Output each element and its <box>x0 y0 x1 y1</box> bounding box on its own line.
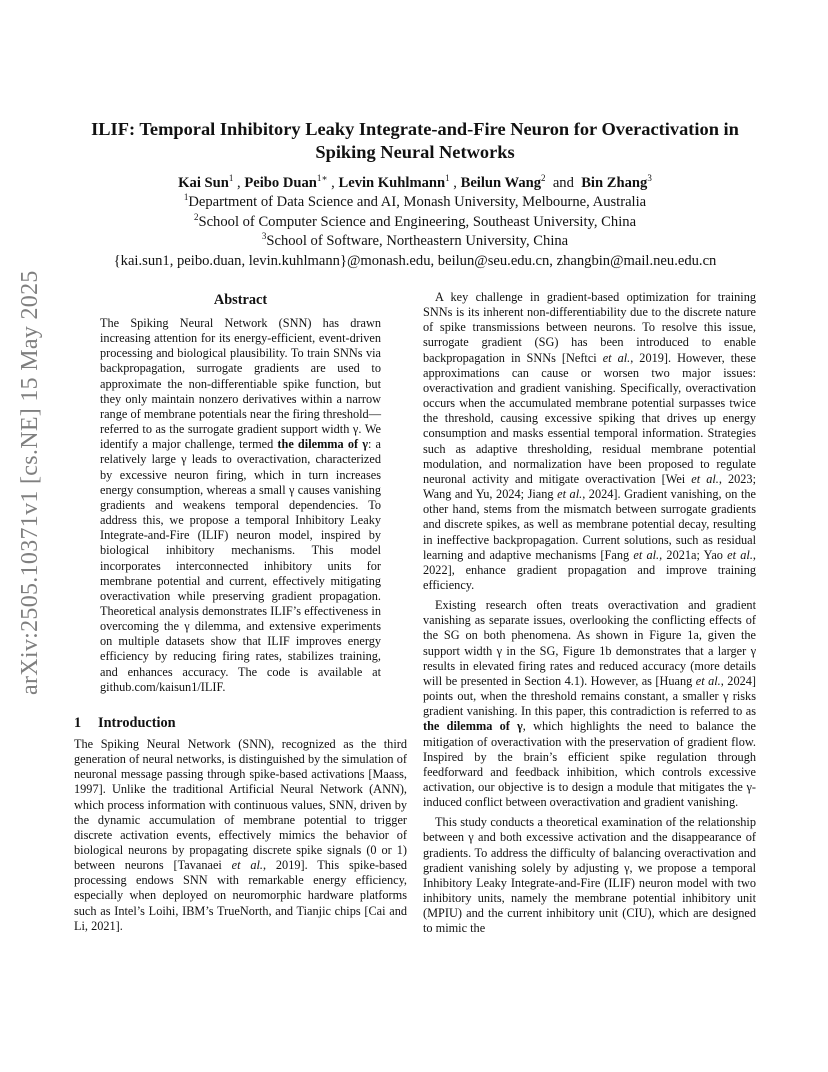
author-name: Beilun Wang <box>460 175 542 191</box>
affiliation-sup: 3 <box>261 231 267 241</box>
paragraph: This study conducts a theoretical examination of the relationship between γ and both excessive activation and the disappearance of gradients. To address the difficulty of balancing overactivation and gradient vanishing solely by adjusting γ, we propose a temporal Inhibitory Leaky Integrate-and-Fire (ILIF) neuron model with two inhibitory units, namely the membrane potential inhibitory unit (MPIU) and the current inhibitory unit (CIU), which are designed to mimic the <box>423 815 756 936</box>
affiliation-text: School of Software, Northeastern University, China <box>266 233 569 249</box>
author-and: and <box>552 175 574 191</box>
author-name: Peibo Duan <box>244 175 317 191</box>
author-sup: 3 <box>647 173 652 183</box>
author-list: Kai Sun$^1$ , Peibo Duan$^{1∗}$ , Levin Kuhlmann$^1$ , Beilun Wang$^2$ and Bin Zhang$^3$ <box>178 173 652 191</box>
bold-term: the dilemma of γ <box>423 719 523 734</box>
paragraph: The Spiking Neural Network (SNN), recognized as the third generation of neural networks, is distinguished by the simulation of neuronal message passing through spike-based activations [Maass, 1997]. Unlike the traditional Artificial Neural Network (ANN), which process information with continuous values, SNN, driven by the dynamic accumulation of membrane potential to trigger discrete activation events, effectively mimics the behavior of biological neurons by propagating discrete spike signals (0 or 1) between neurons [Tavanaei et al., 2019]. This spike-based processing endows SNN with remarkable energy efficiency, especially when deployed on neuromorphic hardware platforms such as Intel’s Loihi, IBM’s TrueNorth, and Tianjic chips [Cai and Li, 2021]. <box>74 736 408 933</box>
affiliation-sup: 2 <box>193 212 199 222</box>
author-name: Bin Zhang <box>581 175 648 191</box>
paper-title: ILIF: Temporal Inhibitory Leaky Integrate-and-Fire Neuron for Overactivation in Spiking Neural Networks <box>91 119 739 162</box>
author-sup: 1 <box>445 173 450 183</box>
author-sup: 1 <box>228 173 234 183</box>
affiliation <box>60 232 770 251</box>
affiliation-sup: 1 <box>183 192 189 202</box>
affiliation <box>60 193 770 212</box>
right-column <box>423 290 756 937</box>
bold-term: the dilemma of γ <box>277 437 368 452</box>
arxiv-identifier: arXiv:2505.10371v1 [cs.NE] 15 May 2025 <box>17 270 43 695</box>
section-number: 1 <box>74 714 82 731</box>
paragraph: A key challenge in gradient-based optimization for training SNNs is its inherent non-differentiability due to the discrete nature of spike transmissions between neurons. To resolve this issue, surrogate gradient (SG) has been introduced to enable backpropagation in SNNs [Neftci et al., 2019]. However, these approximations can cause or worsen two major issues: overactivation and gradient vanishing. Specifically, overactivation occurs when the accumulated membrane potential surpasses twice the threshold, causing excessive spiking that drives up energy consumption and masks essential temporal information. Strategies such as adaptive thresholding, residual membrane potential modulation, and normalization have been proposed to regulate neuronal activity and mitigate overactivation [Wei et al., 2023; Wang and Yu, 2024; Jiang et al., 2024]. Gradient vanishing, on the other hand, stems from the mismatch between surrogate gradients and discrete spikes, as well as membrane potential decay, resulting in ineffective backpropagation. Current solutions, such as residual learning and adaptive mechanisms [Fang et al., 2021a; Yao et al., 2022], enhance gradient propagation and improve training efficiency. <box>423 290 756 592</box>
affiliation-text: Department of Data Science and AI, Monash University, Melbourne, Australia <box>188 194 647 210</box>
abstract-heading: Abstract <box>213 292 268 308</box>
author-name: Kai Sun <box>178 175 229 191</box>
email-list: {kai.sun1, peibo.duan, levin.kuhlmann}@monash.edu, beilun@seu.edu.cn, zhangbin@mail.neu.edu.cn <box>113 253 717 269</box>
section-heading-introduction <box>74 714 407 732</box>
section-title: Introduction <box>98 714 176 731</box>
affiliation <box>60 213 770 232</box>
abstract-body: The Spiking Neural Network (SNN) has drawn increasing attention for its energy-efficient, event-driven processing and biological plausibility. To train SNNs via backpropagation, surrogate gradients are used to approximate the non-differentiable spike function, but they only maintain nonzero derivatives within a narrow range of membrane potentials near the firing threshold—referred to as the surrogate gradient support width γ. We identify a major challenge, termed the dilemma of γ: a relatively large γ leads to overactivation, characterized by excessive neuron firing, which in turn increases energy consumption, whereas a small γ causes vanishing gradients and weakens temporal dependencies. To address this, we propose a temporal Inhibitory Leaky Integrate-and-Fire (ILIF) neuron model, inspired by biological inhibitory mechanisms. This model incorporates interconnected inhibitory units for membrane potential and current, effectively mitigating overactivation while preserving gradient propagation. Theoretical analysis demonstrates ILIF’s effectiveness in overcoming the γ dilemma, and extensive experiments on multiple datasets show that ILIF improves energy efficiency by reducing firing rates, stabilizes training, and enhances accuracy. The code is available at github.com/kaisun1/ILIF. <box>100 316 381 694</box>
author-sup: 2 <box>541 173 546 183</box>
author-sup: 1∗ <box>316 173 328 183</box>
paragraph: Existing research often treats overactivation and gradient vanishing as separate issues, overlooking the conflicting effects of the SG on both phenomena. As shown in Figure 1a, given the support width γ in the SG, Figure 1b demonstrates that a larger γ results in elevated firing rates and reduced accuracy (more details will be presented in Section 4.1). However, as [Huang et al., 2024] points out, when the threshold remains constant, a smaller γ risks gradient vanishing. In this paper, this contradiction is referred to as the dilemma of γ, which highlights the need to balance the mitigation of overactivation with the preservation of gradient flow. Inspired by the brain’s efficient spike regulation through feedforward and feedback inhibition, which controls excessive activation, our objective is to design a module that mitigates the γ-induced conflict between overactivation and gradient vanishing. <box>423 598 756 810</box>
author-name: Levin Kuhlmann <box>338 175 446 191</box>
affiliation-text: School of Computer Science and Engineering, Southeast University, China <box>198 214 637 230</box>
left-column <box>74 290 407 934</box>
